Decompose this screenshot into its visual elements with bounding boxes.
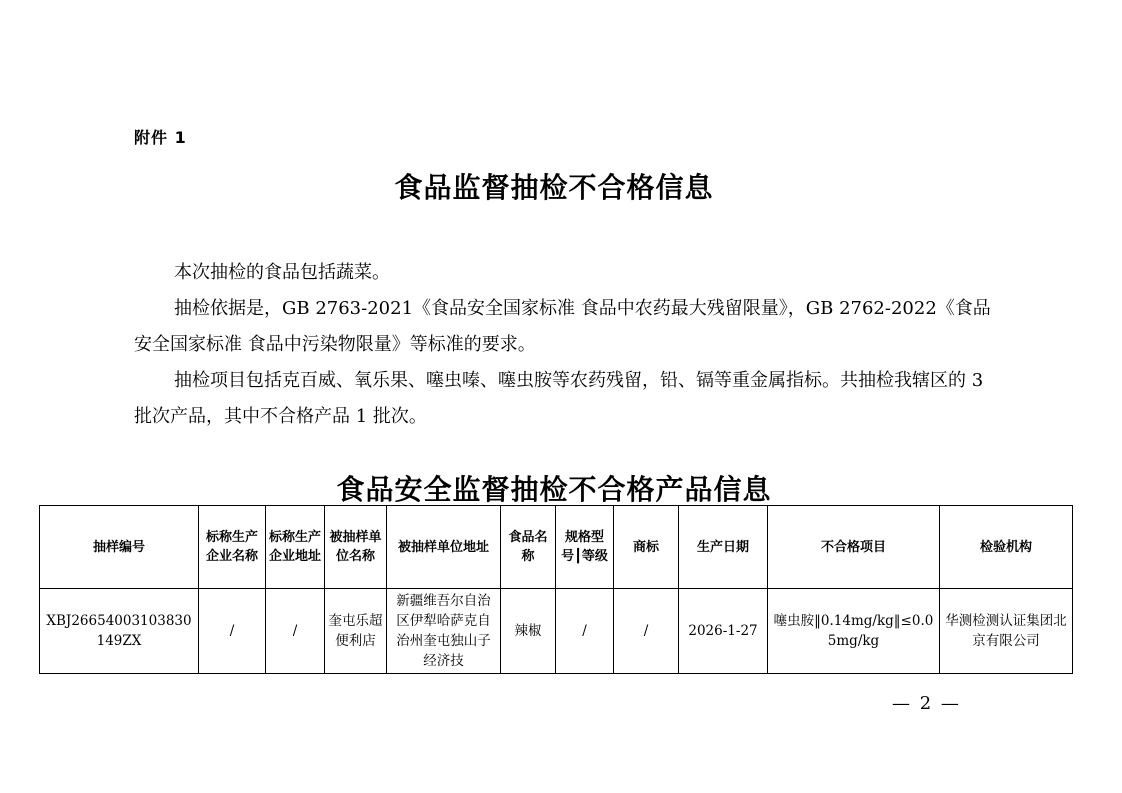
header-testing-agency: 检验机构 — [940, 506, 1073, 589]
cell-sample-number: XBJ26654003103830149ZX — [40, 589, 199, 674]
header-food-name: 食品名称 — [501, 506, 556, 589]
header-sampled-unit-name: 被抽样单位名称 — [325, 506, 387, 589]
document-title: 食品监督抽检不合格信息 — [394, 171, 714, 204]
table-row — [40, 589, 1073, 674]
cell-testing-agency: 华测检测认证集团北京有限公司 — [940, 589, 1073, 674]
cell-manufacturer-address: / — [266, 589, 325, 674]
header-spec-grade: 规格型号┃等级 — [556, 506, 614, 589]
header-unqualified-item: 不合格项目 — [768, 506, 940, 589]
header-sampled-unit-address: 被抽样单位地址 — [387, 506, 501, 589]
cell-manufacturer-name: / — [199, 589, 266, 674]
header-manufacturer-name: 标称生产企业名称 — [199, 506, 266, 589]
page-number: — 2 — — [892, 693, 961, 714]
cell-trademark: / — [614, 589, 679, 674]
header-manufacturer-address: 标称生产企业地址 — [266, 506, 325, 589]
paragraph-items: 抽检项目包括克百威、氧乐果、噻虫嗪、噻虫胺等农药残留，铅、镉等重金属指标。共抽检我辖区的 3 批次产品，其中不合格产品 1 批次。 — [134, 370, 984, 427]
table-title: 食品安全监督抽检不合格产品信息 — [336, 473, 772, 506]
cell-spec-grade: / — [556, 589, 614, 674]
attachment-label: 附件 1 — [134, 128, 187, 147]
cell-production-date: 2026-1-27 — [679, 589, 768, 674]
paragraph-scope: 本次抽检的食品包括蔬菜。 — [174, 262, 390, 283]
header-trademark: 商标 — [614, 506, 679, 589]
unqualified-products-table — [39, 505, 1073, 674]
cell-sampled-unit-address: 新疆维吾尔自治区伊犁哈萨克自治州奎屯独山子经济技 — [387, 589, 501, 674]
header-production-date: 生产日期 — [679, 506, 768, 589]
header-sample-number: 抽样编号 — [40, 506, 199, 589]
paragraph-basis: 抽检依据是，GB 2763-2021《食品安全国家标准 食品中农药最大残留限量》，GB 2762-2022《食品安全国家标准 食品中污染物限量》等标准的要求。 — [134, 298, 991, 355]
cell-sampled-unit-name: 奎屯乐超便利店 — [325, 589, 387, 674]
cell-food-name: 辣椒 — [501, 589, 556, 674]
cell-unqualified-item: 噻虫胺‖0.14mg/kg‖≤0.05mg/kg — [768, 589, 940, 674]
table-header-row — [40, 506, 1073, 589]
